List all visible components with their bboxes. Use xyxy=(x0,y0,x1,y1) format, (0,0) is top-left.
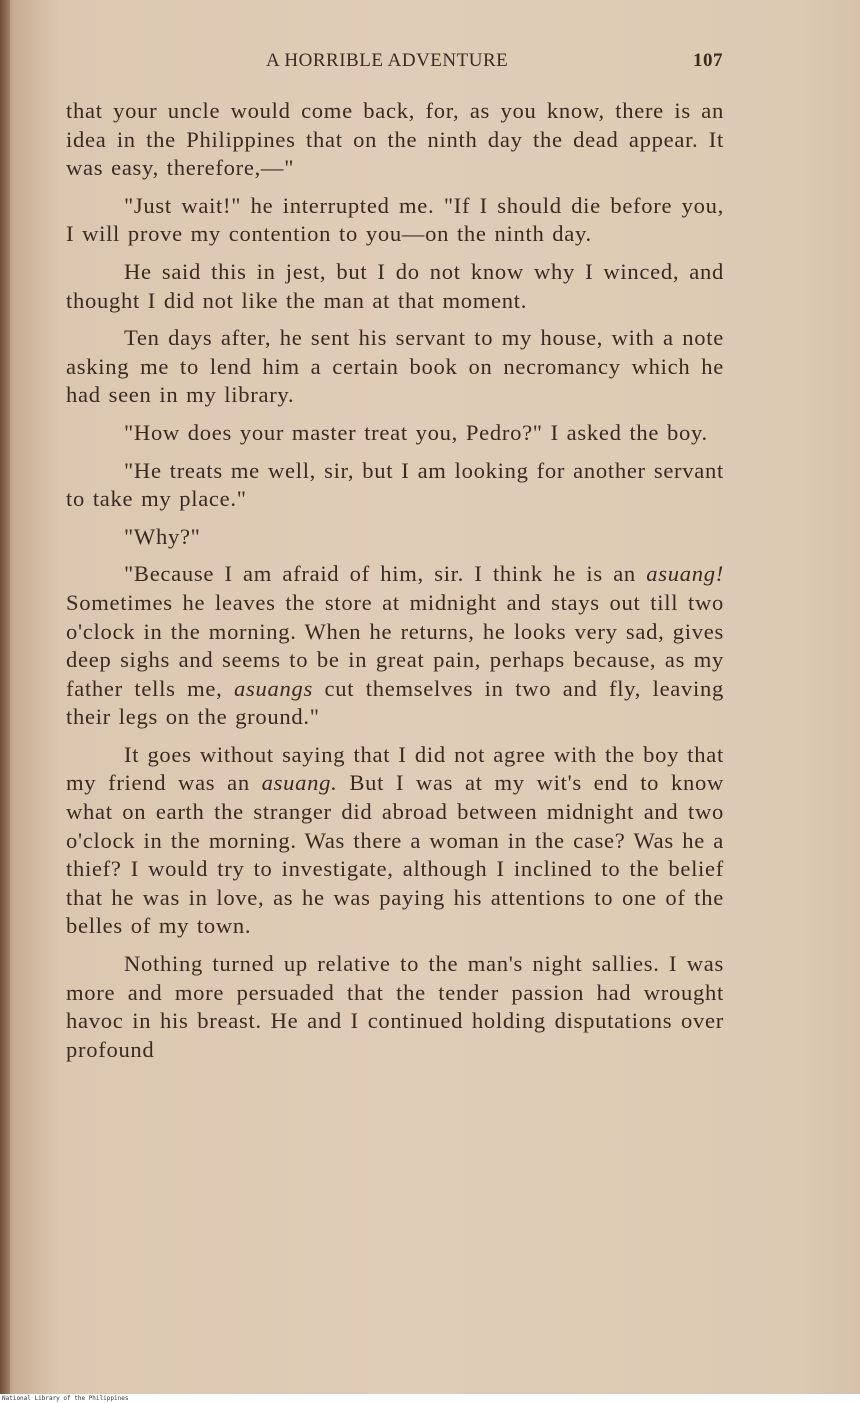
page-header xyxy=(0,50,860,80)
paragraph-continued: that your uncle would come back, for, as you know, there is an idea in the Philippines that on the ninth day the dead appear. It was easy, therefore,—" xyxy=(66,98,724,181)
text-run: But I was at my wit's end to know what on earth the stranger did abroad between midnight and two o'clock in the morning. Was there a woman in the case? Was he a thief? I would try to investigate, although I inclined to the belief that he was in love, as he was paying his attentions to one of the belles of my town. xyxy=(66,770,724,939)
running-head: A HORRIBLE ADVENTURE xyxy=(266,50,509,71)
page-number: 107 xyxy=(693,50,723,71)
page-spine-shadow xyxy=(0,0,10,1394)
text-run: "Because I am afraid of him, sir. I think he is an xyxy=(124,561,647,587)
paragraph: He said this in jest, but I do not know why I winced, and thought I did not like the man at that moment. xyxy=(66,258,724,313)
paragraph-friend xyxy=(66,741,724,941)
paragraph: "Just wait!" he interrupted me. "If I should die before you, I will prove my contention to you—on the ninth day. xyxy=(66,192,724,247)
text-run: cut themselves in two and fly, leaving their legs on the ground." xyxy=(66,675,724,730)
paragraph: "How does your master treat you, Pedro?" I asked the boy. xyxy=(124,419,708,445)
library-credit: National Library of the Philippines xyxy=(2,1395,129,1402)
italic-term: asuang. xyxy=(261,770,338,796)
paragraph: "Why?" xyxy=(124,523,201,549)
text-run: Sometimes he leaves the store at midnight and stays out till two o'clock in the morning. When he returns, he looks very sad, gives deep sighs and seems to be in great pain, perhaps because, as my father tells me, xyxy=(66,589,724,701)
paragraph-last: Nothing turned up relative to the man's night sallies. I was more and more persuaded that the tender passion had wrought havoc in his breast. He and I continued holding disputations over profound xyxy=(66,951,724,1062)
paragraph-asuang xyxy=(66,560,724,732)
italic-term: asuangs xyxy=(234,675,313,701)
paragraph: "He treats me well, sir, but I am looking for another servant to take my place." xyxy=(66,457,724,512)
scan-footer xyxy=(0,1394,860,1403)
italic-term: asuang! xyxy=(646,561,724,587)
page-body xyxy=(66,97,724,1073)
text-run: It goes without saying that I did not agree with the boy that my friend was an xyxy=(66,741,724,796)
paragraph: Ten days after, he sent his servant to my house, with a note asking me to lend him a certain book on necromancy which he had seen in my library. xyxy=(66,325,724,408)
